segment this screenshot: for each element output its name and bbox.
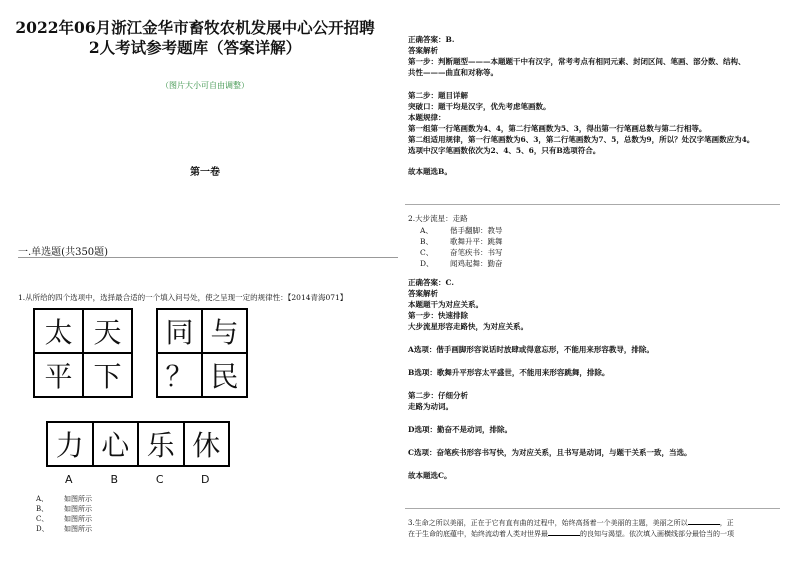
size-note: （图片大小可自由调整） <box>161 81 249 90</box>
question-1-options <box>36 494 92 534</box>
option-text: 闻鸡起舞：勤奋 <box>450 259 503 268</box>
figure-grid-2 <box>156 308 248 398</box>
question-2-options <box>420 225 503 269</box>
title-line-1: 2022年06月浙江金华市畜牧农机发展中心公开招聘 <box>15 18 375 37</box>
answer-line: 突破口：题干均是汉字，优先考虑笔画数。 <box>408 102 551 111</box>
divider <box>405 508 780 509</box>
option-text: 歌舞升平：跳舞 <box>450 237 503 246</box>
answer-line: 本题题干为对应关系。 <box>408 300 483 309</box>
answer-line: 本题规律： <box>408 113 446 122</box>
option-item <box>420 225 503 236</box>
option-letter: B <box>110 473 119 486</box>
option-item <box>420 258 503 269</box>
option-letters <box>46 473 228 486</box>
answer-line: 第二步：题目详解 <box>408 91 468 100</box>
answer-line: 大步流星形容走路快，为对应关系。 <box>408 322 528 331</box>
option-key: B、 <box>420 237 434 246</box>
grid1-cell: 平 <box>34 353 83 397</box>
option-text: 如图所示 <box>64 495 92 503</box>
answer-1 <box>408 34 754 177</box>
option-cell: 休 <box>184 422 230 466</box>
grid2-cell: 同 <box>157 309 202 353</box>
option-letter: A <box>64 473 73 486</box>
option-key: A、 <box>36 495 49 503</box>
question-1-stem: 1.从所给的四个选项中，选择最合适的一个填入问号处，使之呈现一定的规律性：【2014青海071】 <box>18 293 348 302</box>
q3-text: 在于生命的底蕴中，始终流动着人类对世界最 <box>408 530 548 538</box>
grid1-cell: 太 <box>34 309 83 353</box>
option-key: B、 <box>36 505 49 513</box>
option-item <box>36 494 92 504</box>
answer-line: C选项：奋笔疾书形容书写快，为对应关系，且书写是动词，与题干关系一致，当选。 <box>408 448 692 457</box>
section-divider <box>18 257 398 258</box>
answer-line: 答案解析 <box>408 46 438 55</box>
option-text: 偕手翻脚：教导 <box>450 226 503 235</box>
answer-line: A选项：偕手画脚形容说话时放肆或得意忘形，不能用来形容教导，排除。 <box>408 345 654 354</box>
answer-line: 正确答案：C. <box>408 278 454 287</box>
grid2-cell: 与 <box>202 309 247 353</box>
answer-line: 故本题选B。 <box>408 167 452 176</box>
answer-line: B选项：歌舞升平形容太平盛世，不能用来形容跳舞，排除。 <box>408 368 610 377</box>
answer-2 <box>408 277 691 481</box>
option-item <box>36 504 92 514</box>
answer-line: 选项中汉字笔画数依次为2、4、5、6，只有B选项符合。 <box>408 146 601 155</box>
fill-blank <box>548 535 580 536</box>
option-text: 如图所示 <box>64 515 92 523</box>
question-2-stem: 2.大步流星：走路 <box>408 214 468 223</box>
option-key: C、 <box>36 515 49 523</box>
option-item <box>420 247 503 258</box>
answer-line: 第一步：判断题型———本题题干中有汉字，常考考点有相同元素、封闭区间、笔画、部分数、结构、 <box>408 57 746 66</box>
option-item <box>420 236 503 247</box>
volume-heading: 第一卷 <box>190 167 220 178</box>
q3-text: 的良知与渴望。依次填入画横线部分最恰当的一项 <box>580 530 734 538</box>
option-text: 如图所示 <box>64 525 92 533</box>
divider <box>405 204 780 205</box>
grid1-cell: 下 <box>83 353 132 397</box>
fill-blank <box>688 524 720 525</box>
option-letter: C <box>155 473 164 486</box>
option-cell: 乐 <box>138 422 184 466</box>
q3-text: ，正 <box>719 519 734 527</box>
option-text: 奋笔疾书：书写 <box>450 248 503 257</box>
answer-line: 故本题选C。 <box>408 471 452 480</box>
q3-text: 3.生命之所以美丽，正在于它有直有曲的过程中，始终高扬着一个美丽的主题，美丽之所以 <box>408 519 688 527</box>
grid2-cell: 民 <box>202 353 247 397</box>
option-cell: 心 <box>93 422 139 466</box>
option-item <box>36 514 92 524</box>
option-key: C、 <box>420 248 434 257</box>
answer-line: 第二组适用规律，第一行笔画数为6、3，第二行笔画数为7、5，总数为9，所以？处汉字笔画数应为4。 <box>408 135 755 144</box>
options-grid <box>46 421 230 467</box>
option-text: 如图所示 <box>64 505 92 513</box>
question-3-stem <box>408 518 734 540</box>
option-cell: 力 <box>47 422 93 466</box>
answer-line: 走路为动词。 <box>408 402 453 411</box>
option-key: D、 <box>36 525 49 533</box>
section-heading <box>18 243 108 258</box>
figure-grid-1 <box>33 308 133 398</box>
answer-line: 共性———曲直和对称等。 <box>408 68 498 77</box>
section-label: 一.单选题(共350题) <box>18 247 109 258</box>
option-key: A、 <box>420 226 433 235</box>
option-letter: D <box>201 473 210 486</box>
answer-line: 第二步：仔细分析 <box>408 391 468 400</box>
answer-line: 正确答案：B. <box>408 35 455 44</box>
answer-line: 答案解析 <box>408 289 438 298</box>
option-item <box>36 524 92 534</box>
answer-line: 第一步：快速排除 <box>408 311 468 320</box>
grid2-cell: ？ <box>157 353 202 397</box>
grid1-cell: 天 <box>83 309 132 353</box>
answer-line: 第一组第一行笔画数为4、4，第二行笔画数为5、3，得出第一行笔画总数与第二行相等。 <box>408 124 707 133</box>
page-title <box>0 18 390 58</box>
title-line-2: 2人考试参考题库（答案详解） <box>88 38 302 57</box>
option-key: D、 <box>420 259 434 268</box>
answer-line: D选项：勤奋不是动词，排除。 <box>408 425 513 434</box>
